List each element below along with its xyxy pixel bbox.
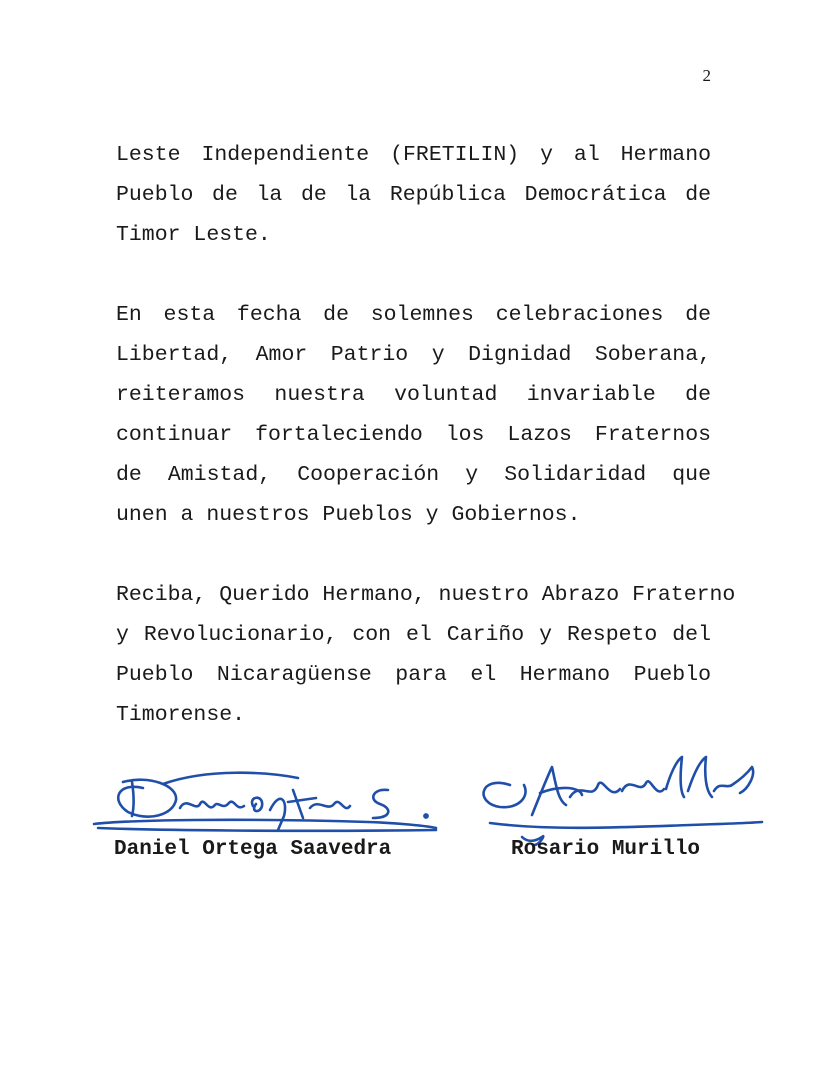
paragraph-3 [116,575,736,735]
text-line: Pueblo de la de la República Democrática de [116,183,711,207]
signature-daniel-ortega [88,760,448,840]
text-line: reiteramos nuestra voluntad invariable de [116,383,711,407]
paragraph-1 [116,135,711,255]
text-line: y Revolucionario, con el Cariño y Respeto del [116,623,711,647]
paragraph-2 [116,295,711,535]
text-line: de Amistad, Cooperación y Solidaridad que [116,463,711,487]
text-line: Leste Independiente (FRETILIN) y al Hermano [116,143,711,167]
text-line: Libertad, Amor Patrio y Dignidad Soberana, [116,343,711,367]
text-line: Timorense. [116,703,246,727]
signer-name-2: Rosario Murillo [511,838,701,861]
text-line: continuar fortaleciendo los Lazos Fraternos [116,423,711,447]
page-number: 2 [702,66,711,85]
text-line: Pueblo Nicaragüense para el Hermano Pueblo [116,663,711,687]
signature-rosario-murillo [470,745,770,845]
text-line: Reciba, Querido Hermano, nuestro Abrazo Fraterno [116,583,736,607]
text-line: Timor Leste. [116,223,271,247]
text-line: En esta fecha de solemnes celebraciones de [116,303,711,327]
text-line: unen a nuestros Pueblos y Gobiernos. [116,503,581,527]
signer-name-1: Daniel Ortega Saavedra [114,838,392,861]
